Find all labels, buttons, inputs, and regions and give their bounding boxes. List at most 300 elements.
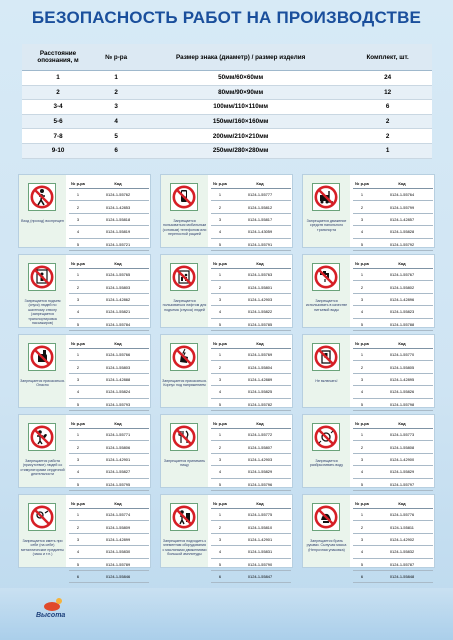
metal-objects-prohibited-icon	[30, 505, 54, 529]
code-size-number: 1	[211, 189, 229, 201]
code-size-number: 4	[69, 386, 87, 398]
sign-card	[160, 334, 293, 408]
code-row	[353, 189, 433, 201]
code-table-header-code: Код	[371, 338, 433, 349]
sign-caption: Запрещается брать руками. Сыпучая масса (Непрочная упаковка)	[306, 539, 347, 552]
code-row	[353, 453, 433, 465]
code-value: 0124-1-55829	[371, 466, 433, 478]
code-row	[211, 226, 291, 238]
code-size-number: 5	[353, 238, 371, 250]
forklift-prohibited-icon	[314, 185, 338, 209]
code-size-number: 2	[353, 441, 371, 453]
code-size-number: 2	[353, 201, 371, 213]
sign-caption: Запрещается использовать в качестве питьевой воды	[305, 299, 348, 312]
code-size-number: 4	[211, 466, 229, 478]
code-row	[211, 238, 291, 250]
code-size-number: 3	[211, 373, 229, 385]
code-size-number: 3	[69, 293, 87, 305]
touch-prohibited-icon	[30, 345, 54, 369]
code-row	[69, 533, 149, 545]
code-table-header-n: № р-ра	[353, 178, 371, 189]
code-value: 0124-1-55782	[229, 398, 291, 410]
code-value: 0124-1-55771	[87, 429, 149, 441]
code-row	[211, 349, 291, 361]
size-table-cell: 2	[343, 129, 432, 144]
code-table-header-code: Код	[229, 338, 291, 349]
code-row	[211, 306, 291, 318]
code-row	[353, 429, 433, 441]
code-table-header-code: Код	[371, 178, 433, 189]
sign-plate	[312, 503, 340, 531]
code-table-header-n: № р-ра	[353, 338, 371, 349]
code-row	[353, 361, 433, 373]
size-table-cell: 4	[94, 114, 138, 129]
header-kit: Комплект, шт.	[343, 44, 432, 71]
size-table-cell: 24	[343, 71, 432, 86]
code-row	[69, 213, 149, 225]
code-value: 0124-1-55832	[371, 546, 433, 558]
code-value: 0124-1-55810	[229, 521, 291, 533]
sign-caption: Запрещается работа (присутствие) людей со стимуляторами сердечной деятельности	[20, 459, 65, 477]
code-row	[69, 478, 149, 490]
code-row	[69, 201, 149, 213]
code-size-number: 4	[211, 386, 229, 398]
code-row	[211, 189, 291, 201]
code-row	[353, 570, 433, 582]
code-value: 0124-1-55807	[229, 441, 291, 453]
code-row	[211, 293, 291, 305]
code-value: 0124-1-55799	[371, 201, 433, 213]
code-value: 0124-1-55823	[371, 306, 433, 318]
code-value: 0124-1-55803	[87, 361, 149, 373]
sign-card	[302, 254, 435, 328]
sign-caption: Запрещается прикасаться. Корпус под напряжением	[162, 379, 207, 388]
code-value: 0124-1-55819	[87, 226, 149, 238]
code-table	[69, 418, 149, 503]
code-value: 0124-1-55785	[229, 318, 291, 330]
header-sign-size: Размер знака (диаметр) / размер изделия	[138, 44, 343, 71]
code-row	[353, 398, 433, 410]
code-size-number: 3	[69, 373, 87, 385]
size-table-header	[22, 44, 432, 71]
size-table-row	[22, 71, 432, 86]
code-row	[353, 386, 433, 398]
sign-card	[302, 494, 435, 580]
code-row	[353, 546, 433, 558]
code-table-header-code: Код	[87, 178, 149, 189]
sign-plate	[28, 183, 56, 211]
code-value: 0124-1-55846	[87, 570, 149, 582]
code-value: 0124-1-42900	[371, 453, 433, 465]
code-size-number: 5	[211, 318, 229, 330]
code-table-header-n: № р-ра	[69, 418, 87, 429]
code-table-header-code: Код	[229, 258, 291, 269]
code-size-number: 5	[69, 238, 87, 250]
code-row	[69, 238, 149, 250]
code-row	[69, 226, 149, 238]
code-value: 0124-1-55848	[371, 570, 433, 582]
code-size-number: 2	[211, 201, 229, 213]
code-size-number: 5	[69, 318, 87, 330]
code-row	[69, 386, 149, 398]
code-value: 0124-1-42888	[87, 373, 149, 385]
code-table-header-code: Код	[87, 498, 149, 509]
code-row	[211, 281, 291, 293]
code-table-header-n: № р-ра	[211, 258, 229, 269]
code-row	[69, 521, 149, 533]
sign-caption: Запрещается движение средств напольного транспорта	[306, 219, 347, 232]
code-value: 0124-1-55721	[87, 238, 149, 250]
code-size-number: 5	[69, 558, 87, 570]
code-row	[353, 509, 433, 521]
code-size-number: 1	[353, 509, 371, 521]
code-value: 0124-1-55773	[371, 429, 433, 441]
code-value: 0124-1-55830	[87, 546, 149, 558]
code-row	[69, 373, 149, 385]
code-value: 0124-1-55767	[371, 269, 433, 281]
code-row	[211, 453, 291, 465]
size-table-row	[22, 129, 432, 144]
code-row	[211, 466, 291, 478]
sign-card	[160, 494, 293, 580]
code-size-number: 2	[211, 281, 229, 293]
code-table	[69, 178, 149, 263]
code-table	[211, 498, 291, 583]
code-size-number: 1	[211, 349, 229, 361]
code-value: 0124-1-55847	[229, 570, 291, 582]
code-size-number: 4	[211, 546, 229, 558]
mobile-phone-prohibited-icon	[172, 185, 196, 209]
code-table	[69, 338, 149, 423]
code-row	[69, 269, 149, 281]
code-row	[353, 521, 433, 533]
code-table	[353, 418, 433, 503]
code-size-number: 3	[69, 213, 87, 225]
code-size-number: 1	[211, 509, 229, 521]
code-table-header-n: № р-ра	[69, 258, 87, 269]
sign-plate	[312, 423, 340, 451]
logo-dot	[56, 598, 62, 604]
code-row	[69, 293, 149, 305]
code-row	[353, 466, 433, 478]
sign-caption: Запрещается подходить к элементам оборудования с масляными движениями большой амплитуды	[162, 539, 207, 557]
code-size-number: 5	[211, 558, 229, 570]
code-value: 0124-1-55793	[87, 398, 149, 410]
code-size-number: 1	[69, 349, 87, 361]
size-table-cell: 1	[94, 71, 138, 86]
code-value: 0124-1-55809	[87, 521, 149, 533]
code-row	[211, 318, 291, 330]
code-size-number: 2	[353, 521, 371, 533]
code-value: 0124-1-55791	[229, 238, 291, 250]
code-table-header-n: № р-ра	[211, 178, 229, 189]
code-value: 0124-1-55765	[87, 269, 149, 281]
code-row	[211, 269, 291, 281]
code-value: 0124-1-55766	[87, 349, 149, 361]
code-row	[69, 441, 149, 453]
code-row	[211, 558, 291, 570]
code-table-header-n: № р-ра	[211, 498, 229, 509]
code-row	[353, 349, 433, 361]
code-value: 0124-1-55796	[229, 478, 291, 490]
code-value: 0124-1-55792	[371, 238, 433, 250]
code-value: 0124-1-43059	[229, 226, 291, 238]
size-table-row	[22, 114, 432, 129]
size-table-cell: 100мм/110×110мм	[138, 100, 343, 115]
code-table	[69, 258, 149, 343]
code-table	[353, 178, 433, 263]
code-row	[211, 201, 291, 213]
spraying-water-prohibited-icon	[314, 425, 338, 449]
sign-card	[18, 414, 151, 488]
code-row	[69, 546, 149, 558]
code-size-number: 4	[69, 546, 87, 558]
sign-plate	[170, 263, 198, 291]
code-row	[69, 398, 149, 410]
code-row	[69, 349, 149, 361]
page-title: БЕЗОПАСНОСТЬ РАБОТ НА ПРОИЗВОДСТВЕ	[31, 8, 422, 27]
code-value: 0124-1-42853	[87, 201, 149, 213]
code-size-number: 2	[69, 361, 87, 373]
sign-plate	[28, 503, 56, 531]
bottom-band	[0, 588, 453, 640]
size-table-cell: 200мм/210×210мм	[138, 129, 343, 144]
code-size-number: 1	[69, 189, 87, 201]
code-size-number: 3	[211, 213, 229, 225]
logo-text: Высота	[36, 612, 66, 619]
code-size-number: 4	[211, 306, 229, 318]
code-value: 0124-1-42901	[229, 533, 291, 545]
sign-card	[18, 334, 151, 408]
code-row	[211, 521, 291, 533]
code-value: 0124-1-55795	[87, 478, 149, 490]
code-table-header-n: № р-ра	[69, 178, 87, 189]
code-size-number: 5	[69, 478, 87, 490]
sign-card	[160, 174, 293, 248]
code-size-number: 3	[69, 533, 87, 545]
code-table	[353, 338, 433, 423]
code-size-number: 1	[353, 269, 371, 281]
code-row	[211, 570, 291, 582]
sign-card	[160, 254, 293, 328]
sign-caption: Запрещается пользоваться лифтом для подъема (спуска) людей	[162, 299, 207, 312]
sign-caption: Запрещается разбрызгивать воду	[309, 459, 344, 468]
pedestrian-prohibited-icon	[30, 185, 54, 209]
code-value: 0124-1-55769	[229, 349, 291, 361]
code-table-header-code: Код	[371, 258, 433, 269]
size-table-cell: 80мм/90×90мм	[138, 85, 343, 100]
code-row	[69, 318, 149, 330]
code-size-number: 3	[353, 533, 371, 545]
code-size-number: 4	[353, 386, 371, 398]
code-value: 0124-1-55762	[87, 189, 149, 201]
code-size-number: 4	[69, 226, 87, 238]
code-size-number: 1	[353, 349, 371, 361]
size-table-cell: 2	[94, 85, 138, 100]
sign-plate	[28, 423, 56, 451]
size-table-row	[22, 143, 432, 158]
code-value: 0124-1-42889	[229, 373, 291, 385]
sign-plate	[170, 503, 198, 531]
code-table	[211, 258, 291, 343]
code-value: 0124-1-55770	[371, 349, 433, 361]
code-row	[211, 213, 291, 225]
code-row	[211, 441, 291, 453]
code-value: 0124-1-55789	[87, 558, 149, 570]
sign-caption: Не включать!	[315, 379, 338, 383]
code-row	[211, 546, 291, 558]
code-size-number: 4	[353, 546, 371, 558]
code-value: 0124-1-55822	[229, 306, 291, 318]
code-value: 0124-1-42857	[371, 213, 433, 225]
code-value: 0124-1-55825	[229, 386, 291, 398]
code-value: 0124-1-55801	[229, 281, 291, 293]
code-row	[69, 558, 149, 570]
size-table-cell: 9-10	[22, 143, 94, 158]
code-row	[353, 269, 433, 281]
code-size-number: 3	[69, 453, 87, 465]
code-size-number: 2	[211, 361, 229, 373]
size-table-cell: 1	[22, 71, 94, 86]
code-row	[353, 441, 433, 453]
sign-caption: Запрещается принимать пищу	[163, 459, 206, 468]
code-value: 0124-1-55828	[371, 226, 433, 238]
sign-card	[302, 334, 435, 408]
code-size-number: 2	[211, 441, 229, 453]
code-size-number: 1	[69, 509, 87, 521]
code-size-number: 1	[69, 429, 87, 441]
sign-plate	[28, 263, 56, 291]
code-row	[69, 509, 149, 521]
code-table	[353, 498, 433, 583]
code-size-number: 5	[353, 318, 371, 330]
code-value: 0124-1-55763	[229, 269, 291, 281]
code-size-number: 1	[69, 269, 87, 281]
sign-plate	[312, 343, 340, 371]
code-table-header-code: Код	[87, 258, 149, 269]
header-distance: Расстояние опознания, м	[22, 44, 94, 71]
touch-voltage-prohibited-icon	[172, 345, 196, 369]
pacemaker-prohibited-icon	[30, 425, 54, 449]
sign-card	[18, 174, 151, 248]
code-size-number: 1	[211, 429, 229, 441]
code-value: 0124-1-55824	[87, 386, 149, 398]
size-table-cell: 7-8	[22, 129, 94, 144]
lift-prohibited-icon	[30, 265, 54, 289]
code-row	[211, 533, 291, 545]
code-value: 0124-1-55788	[371, 318, 433, 330]
sign-caption: Запрещается подъем (спуск) людей по шахтному стволу (запрещается транспортировка пассажиров)	[24, 299, 61, 326]
code-value: 0124-1-42899	[87, 533, 149, 545]
code-size-number: 4	[353, 466, 371, 478]
size-table-row	[22, 85, 432, 100]
size-table-cell: 12	[343, 85, 432, 100]
code-value: 0124-1-55817	[229, 213, 291, 225]
code-row	[353, 226, 433, 238]
approach-prohibited-icon	[172, 505, 196, 529]
code-size-number: 5	[211, 238, 229, 250]
code-row	[69, 570, 149, 582]
code-size-number: 6	[353, 570, 371, 582]
code-table-header-n: № р-ра	[69, 498, 87, 509]
code-row	[211, 478, 291, 490]
size-table	[22, 44, 432, 159]
code-table-header-code: Код	[87, 418, 149, 429]
size-table-cell: 6	[94, 143, 138, 158]
code-size-number: 6	[69, 570, 87, 582]
code-size-number: 2	[69, 521, 87, 533]
sign-caption: Запрещается прикасаться. Опасно	[20, 379, 65, 388]
sign-plate	[312, 183, 340, 211]
code-size-number: 2	[353, 361, 371, 373]
code-row	[211, 386, 291, 398]
code-value: 0124-1-42862	[87, 293, 149, 305]
code-size-number: 1	[353, 189, 371, 201]
sign-card	[302, 174, 435, 248]
code-table-header-code: Код	[87, 338, 149, 349]
code-row	[211, 509, 291, 521]
sign-card	[18, 254, 151, 328]
sign-caption: Запрещается пользоваться мобильным (сотовым) телефоном или переносной рацией	[162, 219, 207, 237]
code-row	[353, 213, 433, 225]
code-value: 0124-1-55812	[229, 201, 291, 213]
code-row	[353, 238, 433, 250]
code-size-number: 4	[69, 466, 87, 478]
code-value: 0124-1-55790	[229, 558, 291, 570]
code-value: 0124-1-42896	[371, 293, 433, 305]
code-size-number: 5	[69, 398, 87, 410]
code-size-number: 5	[211, 398, 229, 410]
code-size-number: 5	[211, 478, 229, 490]
size-table-row	[22, 100, 432, 115]
elevator-prohibited-icon	[172, 265, 196, 289]
code-value: 0124-1-55831	[229, 546, 291, 558]
code-size-number: 3	[211, 293, 229, 305]
code-value: 0124-1-55827	[87, 466, 149, 478]
size-table-cell: 6	[343, 100, 432, 115]
code-row	[353, 293, 433, 305]
code-value: 0124-1-55804	[229, 361, 291, 373]
code-value: 0124-1-55826	[371, 386, 433, 398]
size-table-cell: 50мм/60×60мм	[138, 71, 343, 86]
code-table-header-n: № р-ра	[353, 418, 371, 429]
size-table-cell: 1	[343, 143, 432, 158]
sign-plate	[28, 343, 56, 371]
code-row	[69, 306, 149, 318]
code-value: 0124-1-55811	[371, 521, 433, 533]
code-value: 0124-1-55805	[371, 361, 433, 373]
code-row	[353, 281, 433, 293]
sign-caption: Запрещается иметь при себе (на себе) металлические предметы (часы и т.п.)	[21, 539, 64, 557]
code-value: 0124-1-55821	[87, 306, 149, 318]
code-row	[69, 453, 149, 465]
sign-card	[302, 414, 435, 488]
code-table	[211, 418, 291, 503]
take-by-hands-prohibited-icon	[314, 505, 338, 529]
code-table-header-code: Код	[371, 498, 433, 509]
code-value: 0124-1-55784	[87, 318, 149, 330]
code-value: 0124-1-55776	[371, 509, 433, 521]
code-size-number: 6	[211, 570, 229, 582]
code-value: 0124-1-42903	[229, 293, 291, 305]
code-value: 0124-1-55777	[229, 189, 291, 201]
code-table-header-code: Код	[229, 178, 291, 189]
code-value: 0124-1-55775	[229, 509, 291, 521]
code-size-number: 3	[211, 453, 229, 465]
size-table-cell: 250мм/280×280мм	[138, 143, 343, 158]
code-size-number: 5	[353, 558, 371, 570]
code-size-number: 2	[69, 441, 87, 453]
